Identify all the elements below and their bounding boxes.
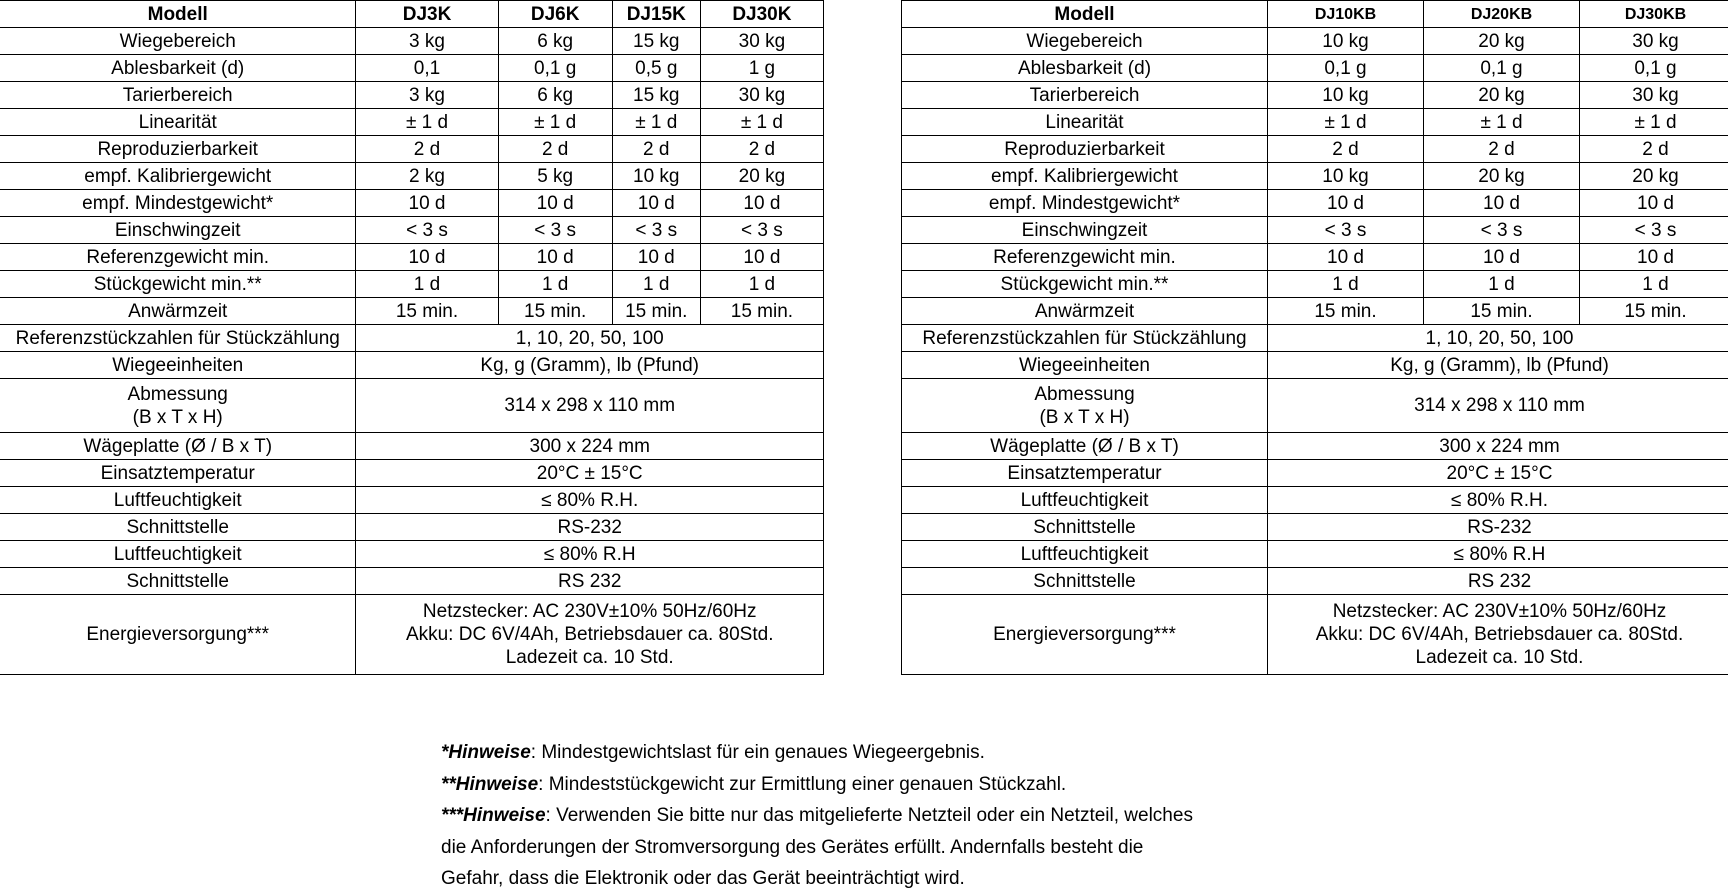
cell: 10 d: [700, 190, 823, 217]
table-row: [0, 244, 824, 271]
cell: 1 d: [1268, 271, 1424, 298]
table-row: [902, 379, 1728, 433]
cell: < 3 s: [1424, 217, 1580, 244]
table-row: [902, 109, 1728, 136]
footnote-3-line-2: die Anforderungen der Stromversorgung des Gerätes erfüllt. Andernfalls besteht die: [441, 832, 1341, 864]
cell: 10 kg: [1268, 82, 1424, 109]
cell: 10 d: [1424, 190, 1580, 217]
label-line: (B x T x H): [133, 407, 223, 428]
table-row: [0, 514, 824, 541]
table-row: [0, 28, 824, 55]
row-label: Reproduzierbarkeit: [902, 136, 1268, 163]
cell: 10 d: [1268, 244, 1424, 271]
cell: < 3 s: [700, 217, 823, 244]
footnote-label: **Hinweise: [441, 774, 538, 795]
cell: RS 232: [1268, 568, 1728, 595]
table-header-row: [0, 1, 824, 28]
table-row: [902, 595, 1728, 675]
table-row: [0, 271, 824, 298]
footnote-3: [441, 800, 1341, 832]
cell: Kg, g (Gramm), lb (Pfund): [1268, 352, 1728, 379]
cell: 30 kg: [700, 82, 823, 109]
row-label: Luftfeuchtigkeit: [902, 541, 1268, 568]
row-label: Wägeplatte (Ø / B x T): [902, 433, 1268, 460]
row-label: Einsatztemperatur: [0, 460, 356, 487]
table-row: [0, 595, 824, 675]
table-row: [0, 433, 824, 460]
table-row: [0, 460, 824, 487]
table-row: [0, 352, 824, 379]
cell: 10 kg: [612, 163, 700, 190]
table-row: [0, 568, 824, 595]
footnotes: [441, 737, 1341, 895]
row-label: Einsatztemperatur: [902, 460, 1268, 487]
cell: 10 d: [356, 190, 498, 217]
row-label: Ablesbarkeit (d): [0, 55, 356, 82]
cell: 15 min.: [1580, 298, 1728, 325]
cell: 300 x 224 mm: [1268, 433, 1728, 460]
row-label: Wiegebereich: [902, 28, 1268, 55]
table-row: [0, 325, 824, 352]
footnote-2: [441, 769, 1341, 801]
table-row: [902, 352, 1728, 379]
cell: 10 kg: [1268, 28, 1424, 55]
row-label: Energieversorgung***: [902, 595, 1268, 675]
footnote-text: : Mindestgewichtslast für ein genaues Wiegeergebnis.: [531, 742, 985, 763]
cell: < 3 s: [356, 217, 498, 244]
table-row: [902, 514, 1728, 541]
header-cell: DJ3K: [356, 1, 498, 28]
cell: 30 kg: [1580, 28, 1728, 55]
header-cell: Modell: [0, 1, 356, 28]
cell: 15 min.: [498, 298, 612, 325]
cell: 1, 10, 20, 50, 100: [356, 325, 824, 352]
cell: 1, 10, 20, 50, 100: [1268, 325, 1728, 352]
cell: < 3 s: [498, 217, 612, 244]
cell: RS-232: [1268, 514, 1728, 541]
cell: 10 d: [1424, 244, 1580, 271]
row-label: Referenzgewicht min.: [902, 244, 1268, 271]
cell: 15 min.: [612, 298, 700, 325]
power-line: Akku: DC 6V/4Ah, Betriebsdauer ca. 80Std.: [1316, 624, 1684, 645]
cell: 15 min.: [1268, 298, 1424, 325]
table-row: [902, 487, 1728, 514]
cell: 10 d: [498, 244, 612, 271]
cell: 0,1 g: [1268, 55, 1424, 82]
cell: 0,1 g: [498, 55, 612, 82]
label-line: (B x T x H): [1039, 407, 1129, 428]
row-label: Schnittstelle: [0, 568, 356, 595]
cell: 2 d: [1580, 136, 1728, 163]
table-row: [902, 28, 1728, 55]
row-label: empf. Kalibriergewicht: [0, 163, 356, 190]
table-row: [0, 82, 824, 109]
cell: 15 min.: [1424, 298, 1580, 325]
row-label: Wägeplatte (Ø / B x T): [0, 433, 356, 460]
header-cell: DJ30KB: [1580, 1, 1728, 28]
power-line: Netzstecker: AC 230V±10% 50Hz/60Hz: [423, 601, 757, 622]
cell: Kg, g (Gramm), lb (Pfund): [356, 352, 824, 379]
row-label: Stückgewicht min.**: [0, 271, 356, 298]
row-label: Wiegeeinheiten: [0, 352, 356, 379]
row-label: Einschwingzeit: [0, 217, 356, 244]
power-line: Ladezeit ca. 10 Std.: [506, 647, 674, 668]
cell: 314 x 298 x 110 mm: [1268, 379, 1728, 433]
cell: 300 x 224 mm: [356, 433, 824, 460]
cell: 10 d: [498, 190, 612, 217]
table-row: [902, 55, 1728, 82]
cell: ± 1 d: [498, 109, 612, 136]
cell: ≤ 80% R.H: [1268, 541, 1728, 568]
cell: 10 d: [1580, 190, 1728, 217]
cell: 1 d: [1424, 271, 1580, 298]
table-row: [0, 190, 824, 217]
cell: 2 d: [612, 136, 700, 163]
cell: ± 1 d: [356, 109, 498, 136]
spec-table-dj-k: [0, 0, 824, 675]
header-cell: DJ30K: [700, 1, 823, 28]
cell: ≤ 80% R.H.: [1268, 487, 1728, 514]
header-cell: DJ15K: [612, 1, 700, 28]
cell: 0,1 g: [1424, 55, 1580, 82]
cell: RS 232: [356, 568, 824, 595]
cell: 2 d: [356, 136, 498, 163]
cell: 20 kg: [1580, 163, 1728, 190]
cell: 30 kg: [700, 28, 823, 55]
table-row: [902, 190, 1728, 217]
cell: 30 kg: [1580, 82, 1728, 109]
cell: [1268, 595, 1728, 675]
table-row: [0, 217, 824, 244]
cell: 6 kg: [498, 28, 612, 55]
cell: 1 d: [498, 271, 612, 298]
cell: 20°C ± 15°C: [356, 460, 824, 487]
cell: 0,1 g: [1580, 55, 1728, 82]
cell: 15 kg: [612, 82, 700, 109]
table-row: [0, 298, 824, 325]
power-line: Netzstecker: AC 230V±10% 50Hz/60Hz: [1333, 601, 1667, 622]
cell: 2 d: [1424, 136, 1580, 163]
cell: 2 d: [700, 136, 823, 163]
table-row: [902, 244, 1728, 271]
cell: 314 x 298 x 110 mm: [356, 379, 824, 433]
cell: 1 d: [1580, 271, 1728, 298]
table-row: [0, 55, 824, 82]
row-label: Luftfeuchtigkeit: [0, 487, 356, 514]
cell: 2 d: [1268, 136, 1424, 163]
cell: 20 kg: [1424, 163, 1580, 190]
table-row: [902, 163, 1728, 190]
cell: < 3 s: [612, 217, 700, 244]
row-label: Luftfeuchtigkeit: [902, 487, 1268, 514]
row-label: empf. Mindestgewicht*: [0, 190, 356, 217]
footnote-text: : Mindeststückgewicht zur Ermittlung einer genauen Stückzahl.: [538, 774, 1066, 795]
table-row: [902, 217, 1728, 244]
row-label: Linearität: [0, 109, 356, 136]
row-label: Referenzstückzahlen für Stückzählung: [902, 325, 1268, 352]
cell: 6 kg: [498, 82, 612, 109]
cell: 3 kg: [356, 28, 498, 55]
label-line: Abmessung: [1034, 384, 1134, 405]
table-row: [902, 82, 1728, 109]
spec-table-dj-kb: [901, 0, 1728, 675]
header-cell: DJ6K: [498, 1, 612, 28]
row-label: Stückgewicht min.**: [902, 271, 1268, 298]
cell: 1 d: [700, 271, 823, 298]
cell: 1 d: [612, 271, 700, 298]
cell: 10 d: [1268, 190, 1424, 217]
row-label: Anwärmzeit: [0, 298, 356, 325]
table-row: [0, 163, 824, 190]
cell: 10 d: [612, 244, 700, 271]
cell: 1 d: [356, 271, 498, 298]
table-row: [0, 541, 824, 568]
cell: 3 kg: [356, 82, 498, 109]
row-label: Wiegebereich: [0, 28, 356, 55]
row-label: [0, 379, 356, 433]
header-cell: DJ20KB: [1424, 1, 1580, 28]
row-label: Luftfeuchtigkeit: [0, 541, 356, 568]
footnote-label: *Hinweise: [441, 742, 531, 763]
cell: ± 1 d: [1580, 109, 1728, 136]
cell: RS-232: [356, 514, 824, 541]
cell: 2 d: [498, 136, 612, 163]
cell: 15 min.: [700, 298, 823, 325]
table-row: [902, 325, 1728, 352]
cell: 15 min.: [356, 298, 498, 325]
cell: 10 d: [1580, 244, 1728, 271]
table-row: [902, 298, 1728, 325]
cell: 20 kg: [1424, 28, 1580, 55]
cell: 10 kg: [1268, 163, 1424, 190]
cell: ± 1 d: [1424, 109, 1580, 136]
row-label: Tarierbereich: [902, 82, 1268, 109]
cell: 10 d: [700, 244, 823, 271]
row-label: Wiegeeinheiten: [902, 352, 1268, 379]
cell: ≤ 80% R.H.: [356, 487, 824, 514]
row-label: Schnittstelle: [902, 568, 1268, 595]
row-label: empf. Mindestgewicht*: [902, 190, 1268, 217]
cell: 1 g: [700, 55, 823, 82]
table-header-row: [902, 1, 1728, 28]
cell: 20 kg: [1424, 82, 1580, 109]
footnote-1: [441, 737, 1341, 769]
cell: ± 1 d: [1268, 109, 1424, 136]
power-line: Akku: DC 6V/4Ah, Betriebsdauer ca. 80Std.: [406, 624, 774, 645]
row-label: Einschwingzeit: [902, 217, 1268, 244]
row-label: empf. Kalibriergewicht: [902, 163, 1268, 190]
cell: [356, 595, 824, 675]
row-label: Ablesbarkeit (d): [902, 55, 1268, 82]
cell: 5 kg: [498, 163, 612, 190]
cell: 10 d: [612, 190, 700, 217]
cell: < 3 s: [1580, 217, 1728, 244]
row-label: Referenzgewicht min.: [0, 244, 356, 271]
power-line: Ladezeit ca. 10 Std.: [1416, 647, 1584, 668]
header-cell: DJ10KB: [1268, 1, 1424, 28]
table-row: [902, 568, 1728, 595]
cell: 20 kg: [700, 163, 823, 190]
cell: 15 kg: [612, 28, 700, 55]
table-row: [902, 136, 1728, 163]
cell: 10 d: [356, 244, 498, 271]
cell: 0,1: [356, 55, 498, 82]
row-label: Referenzstückzahlen für Stückzählung: [0, 325, 356, 352]
table-row: [0, 136, 824, 163]
table-row: [902, 433, 1728, 460]
table-row: [0, 487, 824, 514]
table-row: [0, 379, 824, 433]
row-label: Reproduzierbarkeit: [0, 136, 356, 163]
cell: ± 1 d: [700, 109, 823, 136]
cell: ≤ 80% R.H: [356, 541, 824, 568]
row-label: Schnittstelle: [0, 514, 356, 541]
row-label: Schnittstelle: [902, 514, 1268, 541]
row-label: Tarierbereich: [0, 82, 356, 109]
table-row: [902, 460, 1728, 487]
cell: ± 1 d: [612, 109, 700, 136]
label-line: Abmessung: [128, 384, 228, 405]
cell: < 3 s: [1268, 217, 1424, 244]
row-label: Anwärmzeit: [902, 298, 1268, 325]
row-label: [902, 379, 1268, 433]
cell: 0,5 g: [612, 55, 700, 82]
row-label: Linearität: [902, 109, 1268, 136]
row-label: Energieversorgung***: [0, 595, 356, 675]
cell: 20°C ± 15°C: [1268, 460, 1728, 487]
table-row: [902, 271, 1728, 298]
footnote-3-line-3: Gefahr, dass die Elektronik oder das Gerät beeinträchtigt wird.: [441, 863, 1341, 895]
footnote-text: : Verwenden Sie bitte nur das mitgelieferte Netzteil oder ein Netzteil, welches: [546, 805, 1193, 826]
cell: 2 kg: [356, 163, 498, 190]
footnote-label: ***Hinweise: [441, 805, 546, 826]
table-row: [902, 541, 1728, 568]
table-row: [0, 109, 824, 136]
header-cell: Modell: [902, 1, 1268, 28]
